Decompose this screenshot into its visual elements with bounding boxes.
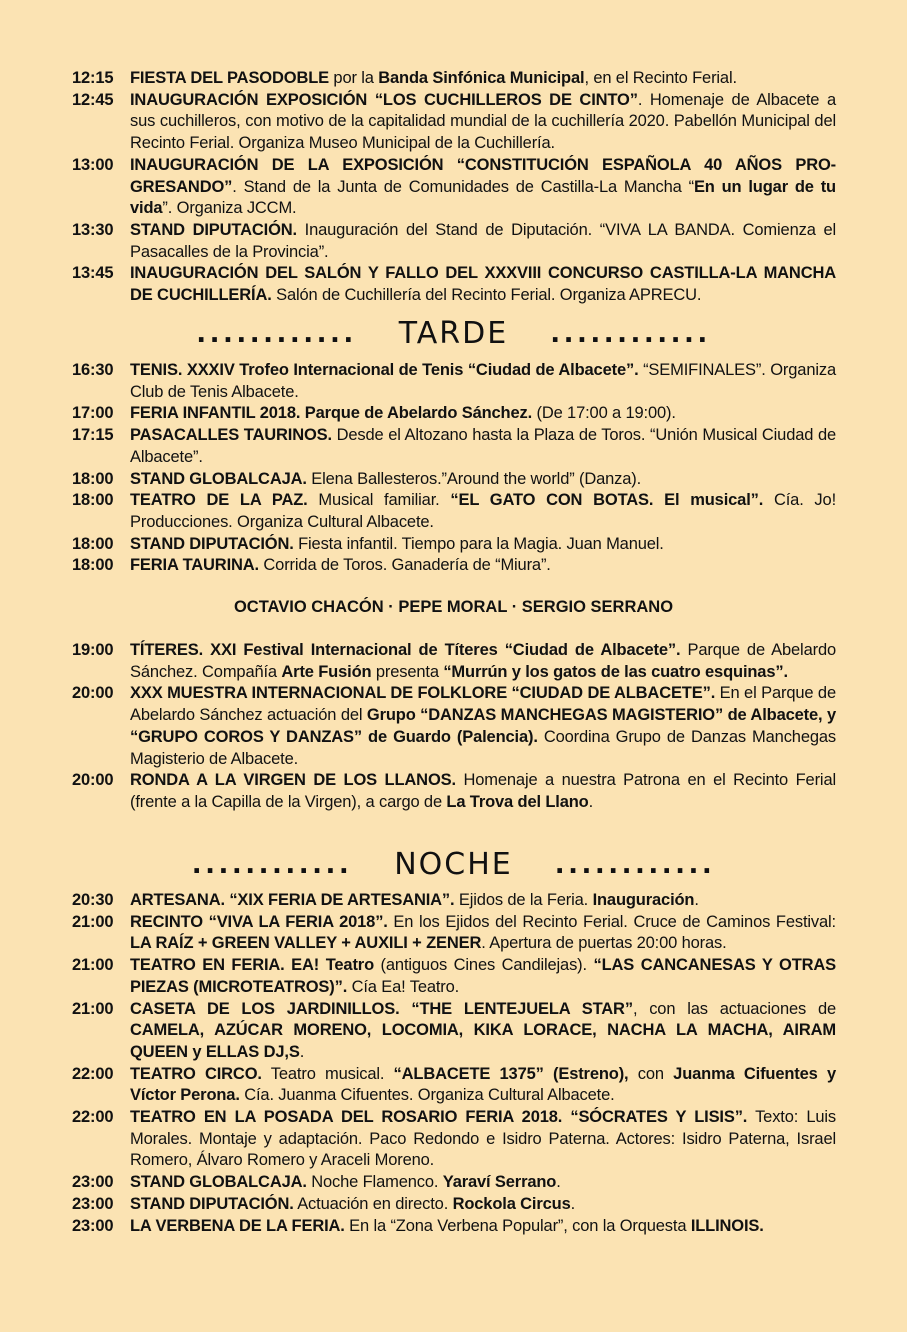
noche-title: NOCHE <box>394 847 513 882</box>
event-text: Texto: Luis Morales. Montaje y adaptación. Paco Redondo e Isidro Paterna. Actores: Isidro Paterna, Israel Romero, Álvaro Romero y Araceli Moreno. <box>130 1108 836 1170</box>
event-text-bold: “LAS CANCANESAS Y OTRAS PIEZAS (MICROTEATROS)”. <box>130 956 837 996</box>
event-text-bold: XXX MUESTRA INTERNACIONAL DE FOLKLORE “CIUDAD DE ALBACETE”. <box>130 684 716 703</box>
event-description <box>130 90 836 155</box>
event-row <box>0 955 907 998</box>
event-row <box>0 360 907 403</box>
event-text: con <box>628 1064 674 1083</box>
event-description <box>130 555 836 577</box>
event-row <box>0 1194 907 1216</box>
event-description <box>130 640 836 683</box>
event-text-bold: CAMELA, AZÚCAR MORENO, LOCOMIA, KIKA LORACE, NACHA LA MACHA, AIRAM QUEEN y ELLAS DJ,S <box>130 1021 836 1061</box>
event-description <box>130 1216 836 1238</box>
event-text-bold: “Murrún y los gatos de las cuatro esquinas”. <box>443 662 788 681</box>
event-row <box>0 68 907 90</box>
event-text-bold: Grupo “DANZAS MANCHEGAS MAGISTERIO” de Albacete, y “GRUPO COROS Y DANZAS” de Guardo (Palencia). <box>130 706 836 746</box>
event-time: 16:30 <box>72 361 114 379</box>
event-row <box>0 912 907 955</box>
event-text: Corrida de Toros. Ganadería de “Miura”. <box>258 556 551 575</box>
event-text-bold: INAUGURACIÓN DEL SALÓN Y FALLO DEL XXXVIII CONCURSO CASTILLA-LA MANCHA DE CUCHILLERÍA. <box>130 264 836 305</box>
event-text: por la <box>329 69 379 87</box>
event-row <box>0 1172 907 1194</box>
event-description <box>130 360 836 403</box>
event-description <box>130 912 836 955</box>
event-text: . <box>694 891 699 909</box>
event-text: Ejidos de la Feria. <box>454 891 593 909</box>
event-text: Teatro musical. <box>261 1064 394 1083</box>
event-text: Noche Flamenco. <box>306 1173 443 1192</box>
event-row <box>0 220 907 263</box>
event-time: 21:00 <box>72 956 114 975</box>
event-text: . Stand de la Junta de Comunidades de Castilla-La Mancha “ <box>232 177 694 196</box>
event-text: En los Ejidos del Recinto Ferial. Cruce de Caminos Festival: <box>387 912 836 931</box>
event-text: Musical familiar. <box>307 491 451 510</box>
event-description <box>130 890 836 912</box>
dots-right: ............ <box>554 850 716 880</box>
event-row <box>0 1064 907 1107</box>
event-description <box>130 1107 836 1172</box>
event-description <box>130 955 836 998</box>
event-time: 20:00 <box>72 684 114 703</box>
event-text-bold: TEATRO EN FERIA. EA! Teatro <box>130 956 374 975</box>
event-text-bold: Rockola Circus <box>452 1194 571 1213</box>
event-text-bold: FERIA TAURINA. <box>130 556 259 575</box>
dots-right: ............ <box>550 319 711 349</box>
event-text: . Homenaje de Albacete a sus cuchilleros, con motivo de la capitalidad mundial de la cuchillería 2020. Pabellón Municipal del Recinto Ferial. Organiza Museo Municipal de la Cuchillería. <box>130 90 836 153</box>
event-text-bold: INAUGURACIÓN EXPOSICIÓN “LOS CUCHILLEROS DE CINTO” <box>130 90 638 109</box>
event-row <box>0 770 907 813</box>
event-time: 22:00 <box>72 1108 114 1127</box>
event-text-bold: CASETA DE LOS JARDINILLOS. “THE LENTEJUELA STAR” <box>130 999 633 1018</box>
event-text-bold: “ALBACETE 1375” (Estreno), <box>393 1064 629 1083</box>
event-row <box>0 469 907 491</box>
event-time: 20:00 <box>72 771 114 790</box>
event-text-bold: STAND DIPUTACIÓN. <box>130 1194 294 1213</box>
event-text: “SEMIFINALES”. Organiza Club de Tenis Albacete. <box>130 361 836 401</box>
event-text-bold: ARTESANA. “XIX FERIA DE ARTESANIA”. <box>130 891 455 909</box>
event-time: 20:30 <box>72 891 114 909</box>
tarde-events <box>0 360 907 577</box>
event-description <box>130 263 836 306</box>
event-text: Coordina Grupo de Danzas Manchegas Magisterio de Albacete. <box>130 727 836 768</box>
event-text-bold: LA RAÍZ + GREEN VALLEY + AUXILI + ZENER <box>130 934 482 953</box>
event-row <box>0 640 907 683</box>
event-text: . <box>556 1173 561 1192</box>
event-text: Cía Ea! Teatro. <box>347 977 460 996</box>
event-text-bold: LA VERBENA DE LA FERIA. <box>130 1216 345 1235</box>
event-text-bold: Yaraví Serrano <box>442 1173 557 1192</box>
event-time: 12:15 <box>72 69 114 87</box>
event-time: 23:00 <box>72 1216 114 1235</box>
event-text: En la “Zona Verbena Popular”, con la Orquesta <box>344 1216 691 1235</box>
event-text: Fiesta infantil. Tiempo para la Magia. Juan Manuel. <box>293 534 664 553</box>
tarde-title: TARDE <box>398 316 509 351</box>
event-text-bold: STAND GLOBALCAJA. <box>130 1173 307 1192</box>
event-row <box>0 155 907 220</box>
event-text: Inauguración del Stand de Diputación. “VIVA LA BANDA. Comienza el Pasacalles de la Provincia”. <box>130 220 836 261</box>
noche-events <box>0 890 907 1237</box>
event-text-bold: INAUGURACIÓN DE LA EXPOSICIÓN “CONSTITUCIÓN ESPAÑOLA 40 AÑOS PRO-GRESANDO” <box>130 155 836 196</box>
event-description <box>130 220 836 263</box>
event-row <box>0 1107 907 1172</box>
event-time: 17:15 <box>72 426 114 445</box>
dots-left: ............ <box>191 850 353 880</box>
event-text: Desde el Altozano hasta la Plaza de Toros. “Unión Musical Ciudad de Albacete”. <box>130 426 837 466</box>
event-text-bold: FERIA INFANTIL 2018. Parque de Abelardo Sánchez. <box>130 404 533 423</box>
event-text-bold: RONDA A LA VIRGEN DE LOS LLANOS. <box>130 771 456 790</box>
event-text: . <box>570 1194 576 1213</box>
event-row <box>0 490 907 533</box>
event-row <box>0 403 907 425</box>
event-description <box>130 770 836 813</box>
event-description <box>130 425 836 468</box>
dots-left: ............ <box>196 319 357 349</box>
event-description <box>130 1064 836 1107</box>
event-text: En el Parque de Abelardo Sánchez actuación del <box>130 684 836 725</box>
event-text-bold: Banda Sinfónica Municipal <box>378 69 585 87</box>
event-time: 21:00 <box>72 999 114 1018</box>
event-text: ”. Organiza JCCM. <box>162 199 297 218</box>
event-text-bold: FIESTA DEL PASODOBLE <box>130 69 329 87</box>
event-row <box>0 683 907 770</box>
event-row <box>0 555 907 577</box>
event-description <box>130 683 836 770</box>
event-row <box>0 999 907 1064</box>
event-text: . <box>299 1042 305 1061</box>
event-text-bold: TENIS. XXXIV Trofeo Internacional de Tenis “Ciudad de Albacete”. <box>130 361 639 379</box>
event-time: 13:00 <box>72 155 114 174</box>
event-time: 18:00 <box>72 556 114 575</box>
event-text-bold: STAND DIPUTACIÓN. <box>130 534 294 553</box>
noche-header <box>0 845 907 885</box>
event-description <box>130 1172 836 1194</box>
event-text: Cía. Jo! Producciones. Organiza Cultural Albacete. <box>130 491 836 531</box>
event-description <box>130 403 836 425</box>
event-text: . <box>588 792 594 811</box>
event-row <box>0 1216 907 1238</box>
event-text-bold: TEATRO EN LA POSADA DEL ROSARIO FERIA 2018. “SÓCRATES Y LISIS”. <box>130 1108 748 1127</box>
event-time: 23:00 <box>72 1173 114 1192</box>
event-text-bold: TÍTERES. XXI Festival Internacional de Títeres “Ciudad de Albacete”. <box>130 641 681 659</box>
event-description <box>130 490 836 533</box>
event-text-bold: ILLINOIS. <box>690 1216 764 1235</box>
event-text: , con las actuaciones de <box>632 999 836 1018</box>
event-time: 19:00 <box>72 641 114 659</box>
event-text-bold: TEATRO CIRCO. <box>130 1064 262 1083</box>
event-description <box>130 1194 836 1216</box>
event-text-bold: Arte Fusión <box>281 662 372 681</box>
event-text: (De 17:00 a 19:00). <box>532 404 676 423</box>
event-text: Elena Ballesteros.”Around the world” (Danza). <box>306 469 642 488</box>
event-row <box>0 534 907 556</box>
event-time: 18:00 <box>72 491 114 510</box>
event-description <box>130 469 836 491</box>
event-text-bold: PASACALLES TAURINOS. <box>130 426 332 445</box>
event-text: presenta <box>371 662 444 681</box>
event-text-bold: La Trova del Llano <box>446 792 589 811</box>
event-text: Parque de Abelardo Sánchez. Compañía <box>130 641 837 681</box>
evening-events <box>0 640 907 814</box>
event-description <box>130 155 836 220</box>
event-text-bold: “EL GATO CON BOTAS. El musical”. <box>450 491 764 510</box>
event-time: 23:00 <box>72 1194 114 1213</box>
event-description <box>130 68 836 90</box>
morning-events <box>0 68 907 307</box>
event-time: 18:00 <box>72 534 114 553</box>
event-text: , en el Recinto Ferial. <box>584 69 737 87</box>
event-text: Salón de Cuchillería del Recinto Ferial. Organiza APRECU. <box>271 286 702 305</box>
event-time: 13:30 <box>72 220 114 239</box>
event-text: Actuación en directo. <box>293 1194 453 1213</box>
event-text-bold: Inauguración <box>592 891 695 909</box>
event-text-bold: Juanma Cifuentes y Víctor Perona. <box>130 1064 836 1105</box>
event-description <box>130 999 836 1064</box>
event-time: 13:45 <box>72 264 114 283</box>
event-row <box>0 425 907 468</box>
tarde-header <box>0 314 907 354</box>
event-text: . Apertura de puertas 20:00 horas. <box>481 934 727 953</box>
event-row <box>0 890 907 912</box>
event-time: 22:00 <box>72 1064 114 1083</box>
toreros-line: OCTAVIO CHACÓN · PEPE MORAL · SERGIO SERRANO <box>233 598 674 616</box>
event-row <box>0 90 907 155</box>
event-text: Homenaje a nuestra Patrona en el Recinto Ferial (frente a la Capilla de la Virgen), a cargo de <box>130 771 836 811</box>
event-text-bold: STAND DIPUTACIÓN. <box>130 220 297 239</box>
event-time: 12:45 <box>72 90 114 109</box>
event-text: (antiguos Cines Candilejas). <box>374 956 594 975</box>
event-text: Cía. Juanma Cifuentes. Organiza Cultural Albacete. <box>239 1086 615 1105</box>
event-time: 17:00 <box>72 404 114 423</box>
event-text-bold: TEATRO DE LA PAZ. <box>130 491 308 510</box>
event-time: 21:00 <box>72 912 114 931</box>
event-text-bold: RECINTO “VIVA LA FERIA 2018”. <box>130 912 388 931</box>
event-text-bold: STAND GLOBALCAJA. <box>130 469 307 488</box>
event-description <box>130 534 836 556</box>
event-time: 18:00 <box>72 469 114 488</box>
event-text-bold: En un lugar de tu vida <box>130 177 836 218</box>
event-row <box>0 263 907 306</box>
